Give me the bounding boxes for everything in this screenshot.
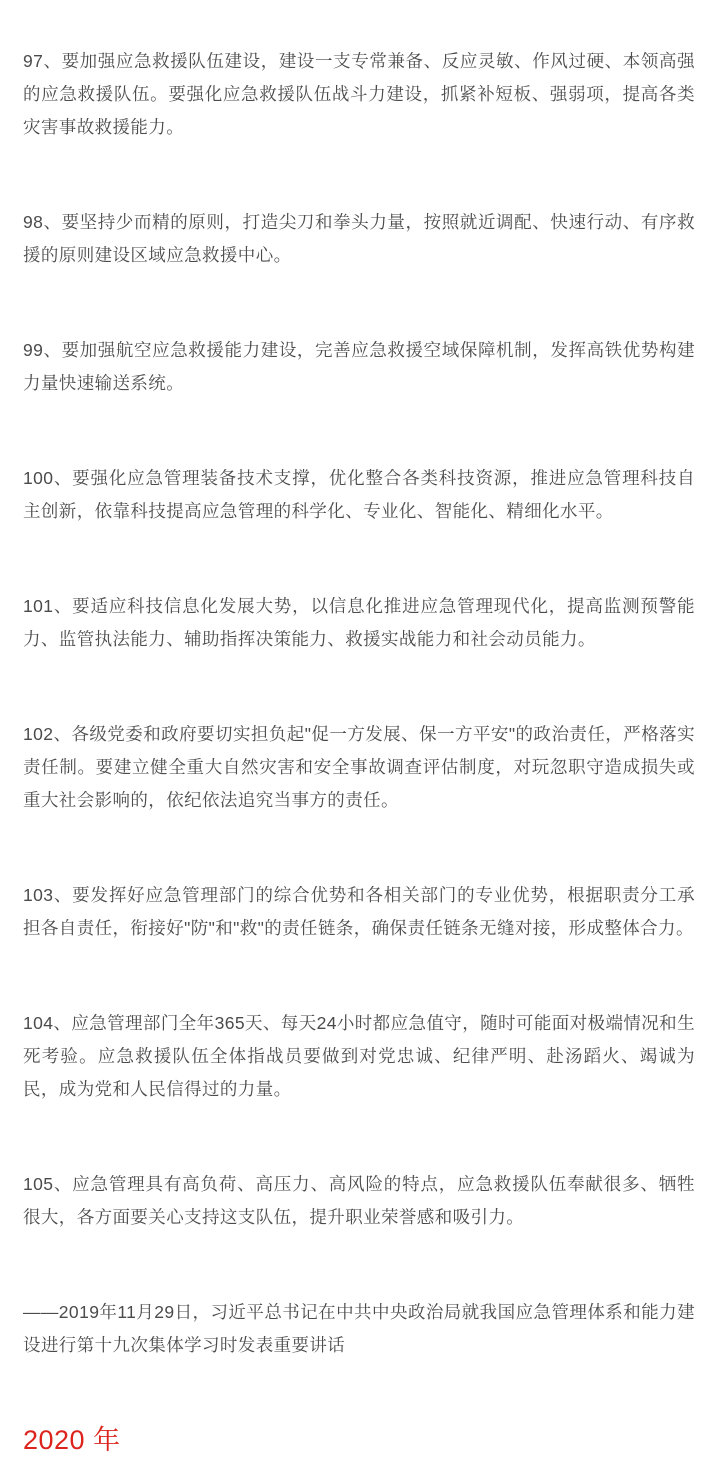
- attribution-line: ——2019年11月29日，习近平总书记在中共中央政治局就我国应急管理体系和能力建设进行第十九次集体学习时发表重要讲话: [23, 1302, 695, 1355]
- article-paragraph-103: 103、要发挥好应急管理部门的综合优势和各相关部门的专业优势，根据职责分工承担各自责任，衔接好"防"和"救"的责任链条，确保责任链条无缝对接，形成整体合力。: [23, 885, 695, 938]
- article-paragraph-99: 99、要加强航空应急救援能力建设，完善应急救援空域保障机制，发挥高铁优势构建力量快速输送系统。: [23, 340, 695, 393]
- article-paragraph-97: 97、要加强应急救援队伍建设，建设一支专常兼备、反应灵敏、作风过硬、本领高强的应急救援队伍。要强化应急救援队伍战斗力建设，抓紧补短板、强弱项，提高各类灾害事故救援能力。: [23, 51, 695, 137]
- article-paragraph-100: 100、要强化应急管理装备技术支撑，优化整合各类科技资源，推进应急管理科技自主创新，依靠科技提高应急管理的科学化、专业化、智能化、精细化水平。: [23, 468, 695, 521]
- article-paragraph-104: 104、应急管理部门全年365天、每天24小时都应急值守，随时可能面对极端情况和生死考验。应急救援队伍全体指战员要做到对党忠诚、纪律严明、赴汤蹈火、竭诚为民，成为党和人民信得过的力量。: [23, 1013, 695, 1099]
- article-paragraph-98: 98、要坚持少而精的原则，打造尖刀和拳头力量，按照就近调配、快速行动、有序救援的原则建设区域应急救援中心。: [23, 212, 695, 265]
- article-paragraph-102: 102、各级党委和政府要切实担负起"促一方发展、保一方平安"的政治责任，严格落实责任制。要建立健全重大自然灾害和安全事故调查评估制度，对玩忽职守造成损失或重大社会影响的，依纪依法追究当事方的责任。: [23, 724, 695, 810]
- article-paragraph-101: 101、要适应科技信息化发展大势，以信息化推进应急管理现代化，提高监测预警能力、监管执法能力、辅助指挥决策能力、救援实战能力和社会动员能力。: [23, 596, 695, 649]
- article-paragraph-105: 105、应急管理具有高负荷、高压力、高风险的特点，应急救援队伍奉献很多、牺牲很大，各方面要关心支持这支队伍，提升职业荣誉感和吸引力。: [23, 1174, 695, 1227]
- year-heading: 2020 年: [23, 1425, 121, 1455]
